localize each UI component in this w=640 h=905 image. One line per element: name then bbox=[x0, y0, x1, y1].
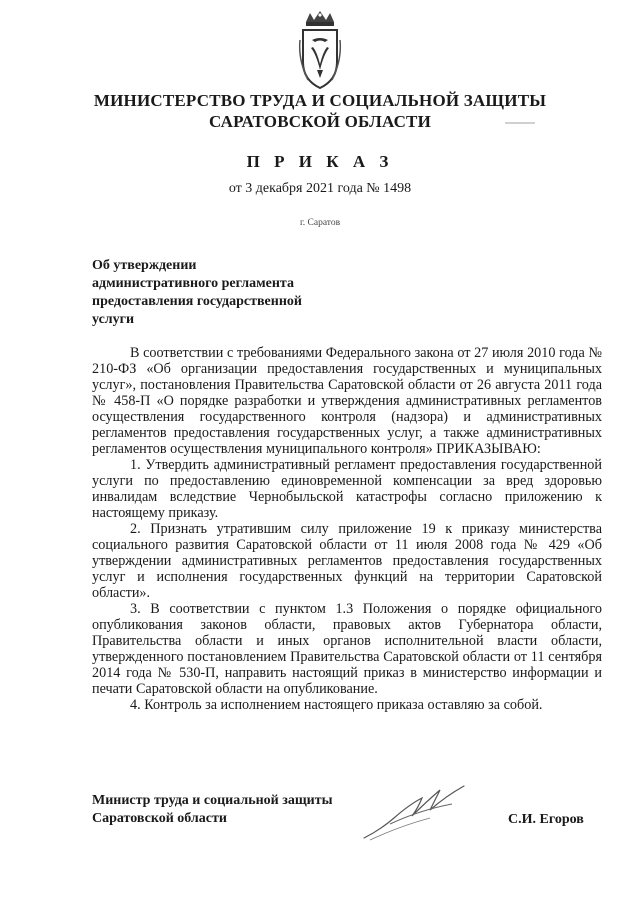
signer-position-line2: Саратовской области bbox=[92, 811, 227, 826]
ministry-name bbox=[0, 90, 640, 132]
signer-name: С.И. Егоров bbox=[508, 812, 584, 827]
subject-line1: Об утверждении bbox=[92, 258, 197, 273]
item-1-paragraph: 1. Утвердить административный регламент предоставления государственной услуги по предоставлению единовременной компенсации за вред здоровью инвалидам вследствие Чернобыльской катастрофы согласно приложению к настоящему приказу. bbox=[92, 457, 602, 521]
order-city: г. Саратов bbox=[299, 218, 341, 228]
scan-mark bbox=[505, 122, 535, 124]
signer-position bbox=[92, 792, 333, 828]
subject-line3: предоставления государственной bbox=[92, 294, 302, 309]
order-title: П Р И К А З bbox=[246, 152, 394, 171]
ministry-name-line1: МИНИСТЕРСТВО ТРУДА И СОЦИАЛЬНОЙ ЗАЩИТЫ bbox=[93, 91, 547, 110]
order-subject bbox=[92, 257, 372, 329]
signer-position-line1: Министр труда и социальной защиты bbox=[92, 793, 333, 808]
order-date-number: от 3 декабря 2021 года № 1498 bbox=[228, 181, 412, 196]
handwritten-signature-icon bbox=[360, 780, 470, 842]
item-3-paragraph: 3. В соответствии с пунктом 1.3 Положения о порядке официального опубликования законов области, правовых актов Губернатора области, Правительства области и иных органов исполнительной власти области, утвержденного постановлением Правительства Саратовской области от 11 сентября 2014 года № 530-П, направить настоящий приказ в министерство информации и печати Саратовской области на опубликование. bbox=[92, 601, 602, 697]
item-2-paragraph: 2. Признать утратившим силу приложение 19 к приказу министерства социального развития Саратовской области от 11 июля 2008 года № 429 «Об утверждении административных регламентов предоставления государственных услуг и исполнения государственных функций на территории Саратовской области». bbox=[92, 521, 602, 601]
saratov-coat-of-arms-icon bbox=[298, 10, 342, 90]
preamble-paragraph: В соответствии с требованиями Федерального закона от 27 июля 2010 года № 210-ФЗ «Об организации предоставления государственных и муниципальных услуг», постановления Правительства Саратовской области от 26 августа 2011 года № 458-П «О порядке разработки и утверждения административных регламентов осуществления государственного контроля (надзора) и административных регламентов предоставления государственных услуг, а также административных регламентов осуществления муниципального контроля» ПРИКАЗЫВАЮ: bbox=[92, 345, 602, 457]
item-4-paragraph: 4. Контроль за исполнением настоящего приказа оставляю за собой. bbox=[130, 697, 543, 713]
ministry-name-line2: САРАТОВСКОЙ ОБЛАСТИ bbox=[208, 112, 432, 131]
subject-line2: административного регламента bbox=[92, 276, 294, 291]
subject-line4: услуги bbox=[92, 312, 135, 327]
order-body bbox=[92, 345, 602, 713]
